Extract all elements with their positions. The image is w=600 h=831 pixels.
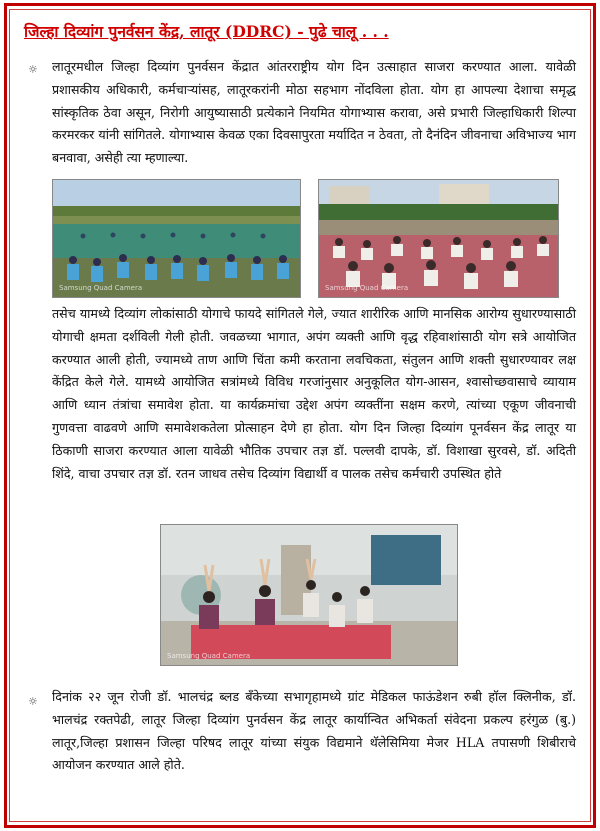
photo-watermark: Samsung Quad Camera — [325, 284, 409, 292]
paragraph-hla-camp: दिनांक २२ जून रोजी डॉ. भालचंद्र ब्लड बँकेच्या सभागृहामध्ये ग्रांट मेडिकल फाऊंडेशन रुबी हॉल क्लिनीक, डॉ. भालचंद्र रक्तपेढी, लातूर जिल्हा दिव्यांग पुनर्वसन केंद्र लातूर कार्यान्वित अभिकर्ता संवेदना प्रकल्प हरंगुळ (बु.) लातूर,जिल्हा प्रशासन जिल्हा परिषद लातूर यांच्या संयुक विद्यमाने थॅलेसिमिया मेजर HLA तपासणी शिबीराचे आयोजन करण्यात आले होते. — [52, 689, 576, 773]
sun-bullet-icon: ☼ — [28, 695, 38, 708]
yoga-ground-photo — [318, 179, 559, 298]
paragraph-yoga-benefits: तसेच यामध्ये दिव्यांग लोकांसाठी योगाचे फायदे सांगितले गेले, ज्यात शारीरिक आणि मानसिक आरोग्य सुधारण्यासाठी योगाची क्षमता दर्शविली गेली होती. जवळच्या भागात, अपंग व्यक्ती आणि वृद्ध रहिवाशांसाठी योग सत्रे आयोजित करण्यात आली होती, ज्यामध्ये ताण आणि चिंता कमी करताना लवचिकता, संतुलन आणि शक्ती सुधारण्यावर लक्ष केंद्रित केले गेले. यामध्ये आयोजित सत्रांमध्ये विविध गरजांनुसार अनुकूलित योग-आसन, श्वासोच्छवासाचे व्यायाम आणि ध्यान तंत्रांचा समावेश होता. या कार्यक्रमांचा उद्देश अपंग व्यक्तींना सक्षम करणे, त्यांच्या एकूण जीवनाची गुणवत्ता वाढवणे आणि समावेशकतेला प्रोत्साहन देणे हा होता. योग दिन जिल्हा दिव्यांग पूनर्वसन केंद्र लातूर या ठिकाणी साजरा करण्यात आला यावेळी भौतिक उपचार तज्ञ डॉ. पल्लवी दापके, डॉ. विशाखा सुरवसे, डॉ. अदिती शिंदे, वाचा उपचार तज्ञ डॉ. रतन जाधव तसेच दिव्यांग विद्यार्थी व पालक तसेच कर्मचारी उपस्थित होते — [52, 306, 576, 481]
page-title: जिल्हा दिव्यांग पुनर्वसन केंद्र, लातूर (DDRC) - पुढे चालू . . . — [24, 22, 389, 41]
photo-watermark: Samsung Quad Camera — [167, 652, 251, 660]
paragraph-yoga-day: लातूरमधील जिल्हा दिव्यांग पुनर्वसन केंद्रात आंतरराष्ट्रीय योग दिन उत्साहात साजरा करण्यात आला. यावेळी प्रशासकीय अधिकारी, कर्मचाऱ्यांसह, लातूरकरांनी मोठा सहभाग नोंदविला होता. योग हा आपल्या देशाचा समृद्ध सांस्कृतिक ठेवा असून, निरोगी आयुष्यासाठी प्रत्येकाने नियमित योगाभ्यास करावा, असे प्रभारी जिल्हाधिकारी शिल्पा करमरकर यांनी सांगितले. योगाभ्यास केवळ एका दिवसापुरता मर्यादित न ठेवता, तो दैनंदिन जीवनाचा अविभाज्य भाग बनवावा, असेही त्या म्हणाल्या. — [52, 59, 576, 166]
yoga-field-photo — [52, 179, 301, 298]
yoga-hall-photo — [160, 524, 458, 666]
photo-watermark: Samsung Quad Camera — [59, 284, 143, 292]
sun-bullet-icon: ☼ — [28, 63, 38, 76]
